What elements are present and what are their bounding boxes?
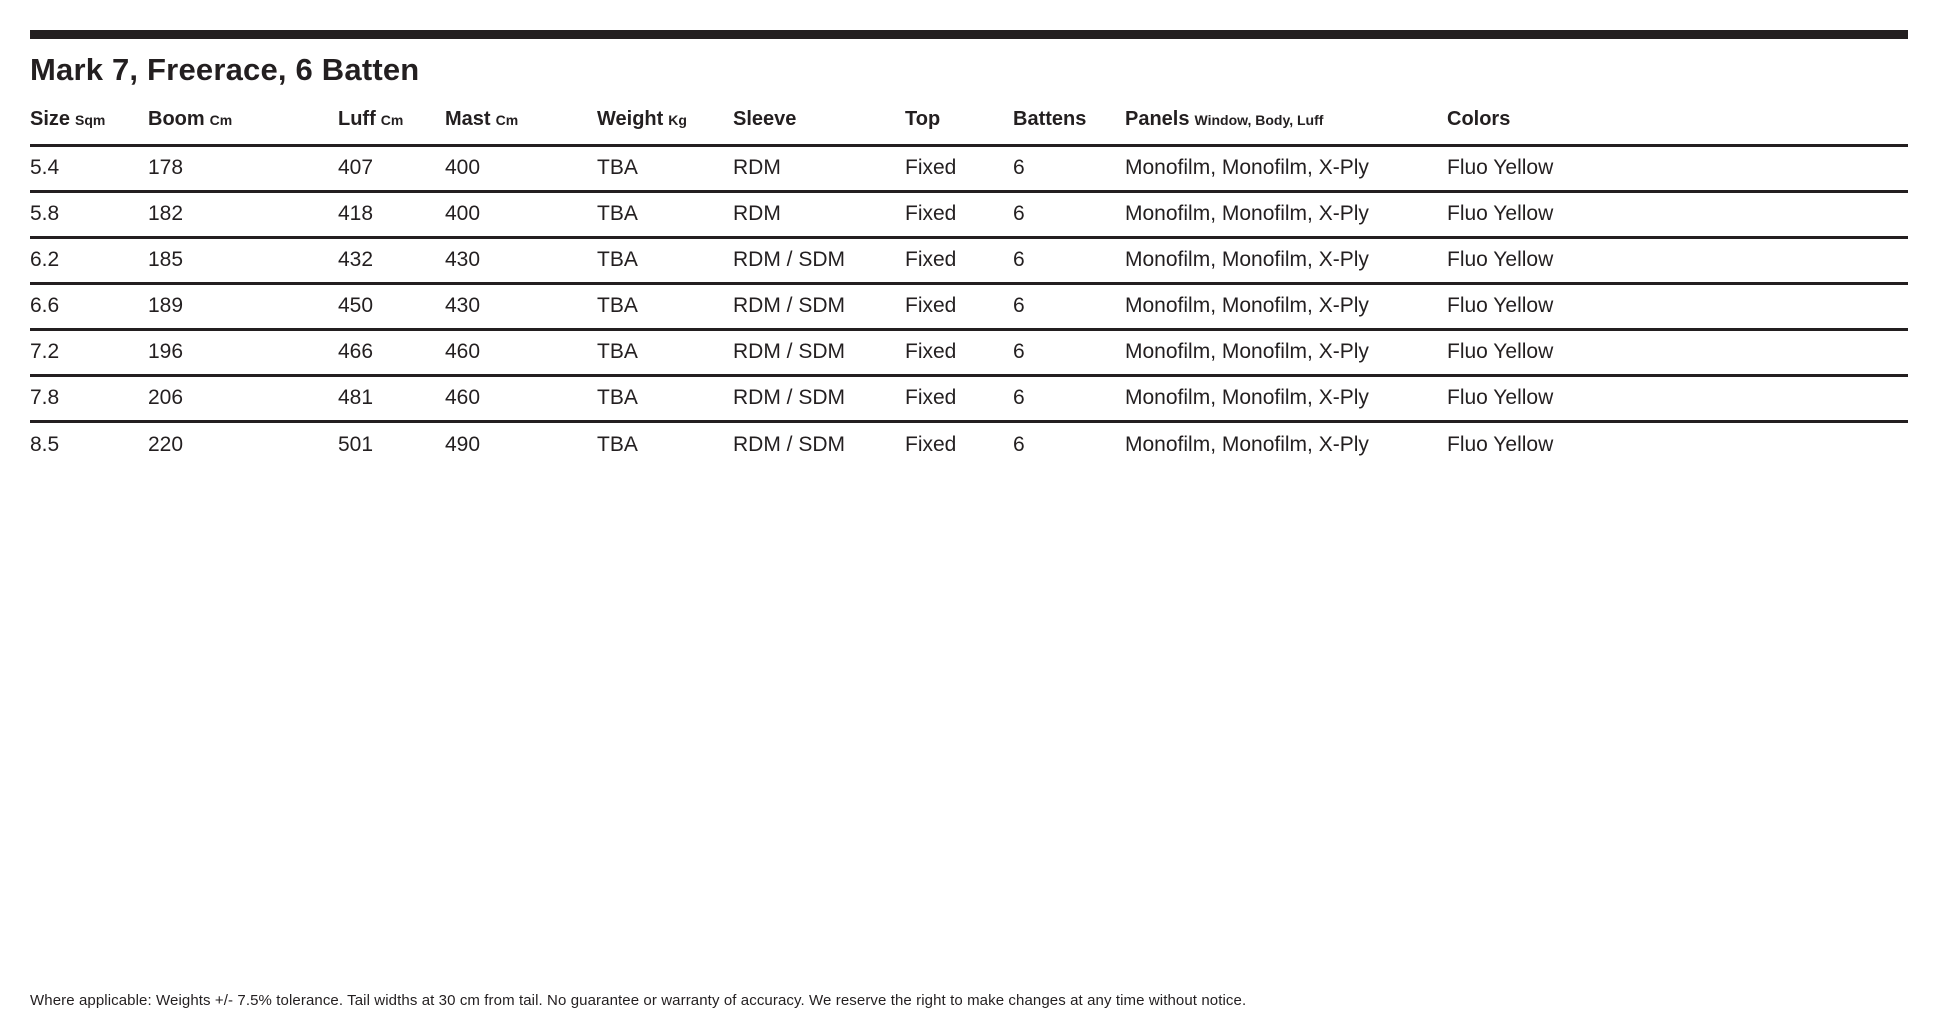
column-label: Mast	[445, 107, 491, 130]
table-row	[30, 145, 1908, 191]
column-header-panels	[1125, 88, 1447, 145]
table-cell: RDM / SDM	[733, 283, 905, 329]
table-cell: Fixed	[905, 375, 1013, 421]
table-cell: Fluo Yellow	[1447, 237, 1908, 283]
table-cell: Monofilm, Monofilm, X-Ply	[1125, 329, 1447, 375]
column-label: Panels	[1125, 107, 1190, 130]
table-cell: 7.8	[30, 375, 148, 421]
table-cell: RDM	[733, 191, 905, 237]
table-cell: Fixed	[905, 283, 1013, 329]
column-unit: Sqm	[75, 111, 106, 128]
table-cell: TBA	[597, 375, 733, 421]
column-unit: Kg	[668, 111, 687, 128]
table-cell: TBA	[597, 329, 733, 375]
table-cell: 189	[148, 283, 338, 329]
table-cell: RDM / SDM	[733, 432, 845, 456]
table-cell: 6	[1013, 432, 1025, 456]
table-row	[30, 237, 1908, 283]
table-cell: 8.5	[30, 432, 60, 456]
table-cell: 6	[1013, 375, 1125, 421]
table-cell: 481	[338, 375, 445, 421]
table-cell: 490	[445, 432, 481, 456]
table-cell: Monofilm, Monofilm, X-Ply	[1125, 237, 1447, 283]
table-cell: 6	[1013, 329, 1125, 375]
column-unit: Cm	[209, 111, 233, 128]
table-cell: Fixed	[905, 432, 957, 456]
table-cell: 6	[1013, 237, 1125, 283]
table-cell: Fluo Yellow	[1447, 145, 1908, 191]
table-cell: 400	[445, 145, 597, 191]
table-cell: 6.2	[30, 237, 148, 283]
table-cell: Monofilm, Monofilm, X-Ply	[1125, 375, 1447, 421]
table-cell: Fixed	[905, 237, 1013, 283]
page-title: Mark 7, Freerace, 6 Batten	[30, 52, 420, 87]
table-cell: Monofilm, Monofilm, X-Ply	[1125, 191, 1447, 237]
top-rule	[30, 30, 1908, 39]
table-cell: 5.8	[30, 191, 148, 237]
table-cell: 460	[445, 375, 597, 421]
table-cell: 220	[148, 432, 184, 456]
disclaimer-footnote: Where applicable: Weights +/- 7.5% tolerance. Tail widths at 30 cm from tail. No guarantee or warranty of accuracy. We reserve the right to make changes at any time without notice.	[30, 992, 1247, 1009]
table-row	[30, 283, 1908, 329]
table-cell: RDM / SDM	[733, 329, 905, 375]
table-cell: 178	[148, 145, 338, 191]
table-cell: TBA	[597, 145, 733, 191]
table-cell: 407	[338, 145, 445, 191]
column-label: Top	[905, 107, 941, 130]
table-cell: 400	[445, 191, 597, 237]
table-cell: 450	[338, 283, 445, 329]
column-label: Weight	[597, 107, 664, 130]
table-header-row	[30, 88, 1908, 145]
table-cell: Fluo Yellow	[1447, 375, 1908, 421]
table-cell: TBA	[597, 237, 733, 283]
table-cell: TBA	[597, 432, 638, 456]
column-header-sleeve	[733, 88, 905, 145]
table-cell: 6	[1013, 191, 1125, 237]
table-cell: RDM / SDM	[733, 237, 905, 283]
table-cell: Fluo Yellow	[1447, 432, 1554, 456]
table-cell: Fluo Yellow	[1447, 283, 1908, 329]
table-cell: 206	[148, 375, 338, 421]
table-cell: 182	[148, 191, 338, 237]
column-label: Battens	[1013, 107, 1087, 130]
table-cell: 7.2	[30, 329, 148, 375]
table-cell: RDM / SDM	[733, 375, 905, 421]
table-cell: TBA	[597, 283, 733, 329]
table-row	[30, 191, 1908, 237]
table-cell: Fluo Yellow	[1447, 329, 1908, 375]
table-cell: 6.6	[30, 283, 148, 329]
table-cell: 501	[338, 432, 374, 456]
table-cell: 6	[1013, 283, 1125, 329]
table-cell: 432	[338, 237, 445, 283]
column-label: Boom	[148, 107, 205, 130]
table-row	[30, 375, 1908, 421]
table-cell: 5.4	[30, 145, 148, 191]
table-cell: 466	[338, 329, 445, 375]
table-cell: Monofilm, Monofilm, X-Ply	[1125, 145, 1447, 191]
column-header-colors	[1447, 88, 1908, 145]
table-cell: Fluo Yellow	[1447, 191, 1908, 237]
column-header-luff	[338, 88, 445, 145]
table-cell: Fixed	[905, 145, 1013, 191]
column-label: Luff	[338, 107, 376, 130]
table-cell: 430	[445, 237, 597, 283]
table-cell: Fixed	[905, 191, 1013, 237]
content-area	[30, 30, 1908, 467]
column-unit: Window, Body, Luff	[1194, 111, 1324, 128]
table-row	[30, 421, 1908, 467]
column-unit: Cm	[495, 111, 519, 128]
column-header-top	[905, 88, 1013, 145]
table-cell: Monofilm, Monofilm, X-Ply	[1125, 283, 1447, 329]
table-cell: 460	[445, 329, 597, 375]
column-label: Sleeve	[733, 107, 797, 130]
table-cell: RDM	[733, 145, 905, 191]
table-cell: Monofilm, Monofilm, X-Ply	[1125, 432, 1369, 456]
table-cell: 196	[148, 329, 338, 375]
table-cell: 185	[148, 237, 338, 283]
column-label: Size	[30, 107, 71, 130]
column-header-mast	[445, 88, 597, 145]
column-label: Colors	[1447, 107, 1511, 130]
column-header-battens	[1013, 88, 1125, 145]
table-cell: 6	[1013, 145, 1125, 191]
spec-table	[30, 88, 1908, 467]
column-header-boom	[148, 88, 338, 145]
table-cell: 418	[338, 191, 445, 237]
table-cell: 430	[445, 283, 597, 329]
table-row	[30, 329, 1908, 375]
column-unit: Cm	[380, 111, 404, 128]
table-cell: TBA	[597, 191, 733, 237]
column-header-size	[30, 88, 148, 145]
table-cell: Fixed	[905, 329, 1013, 375]
column-header-weight	[597, 88, 733, 145]
